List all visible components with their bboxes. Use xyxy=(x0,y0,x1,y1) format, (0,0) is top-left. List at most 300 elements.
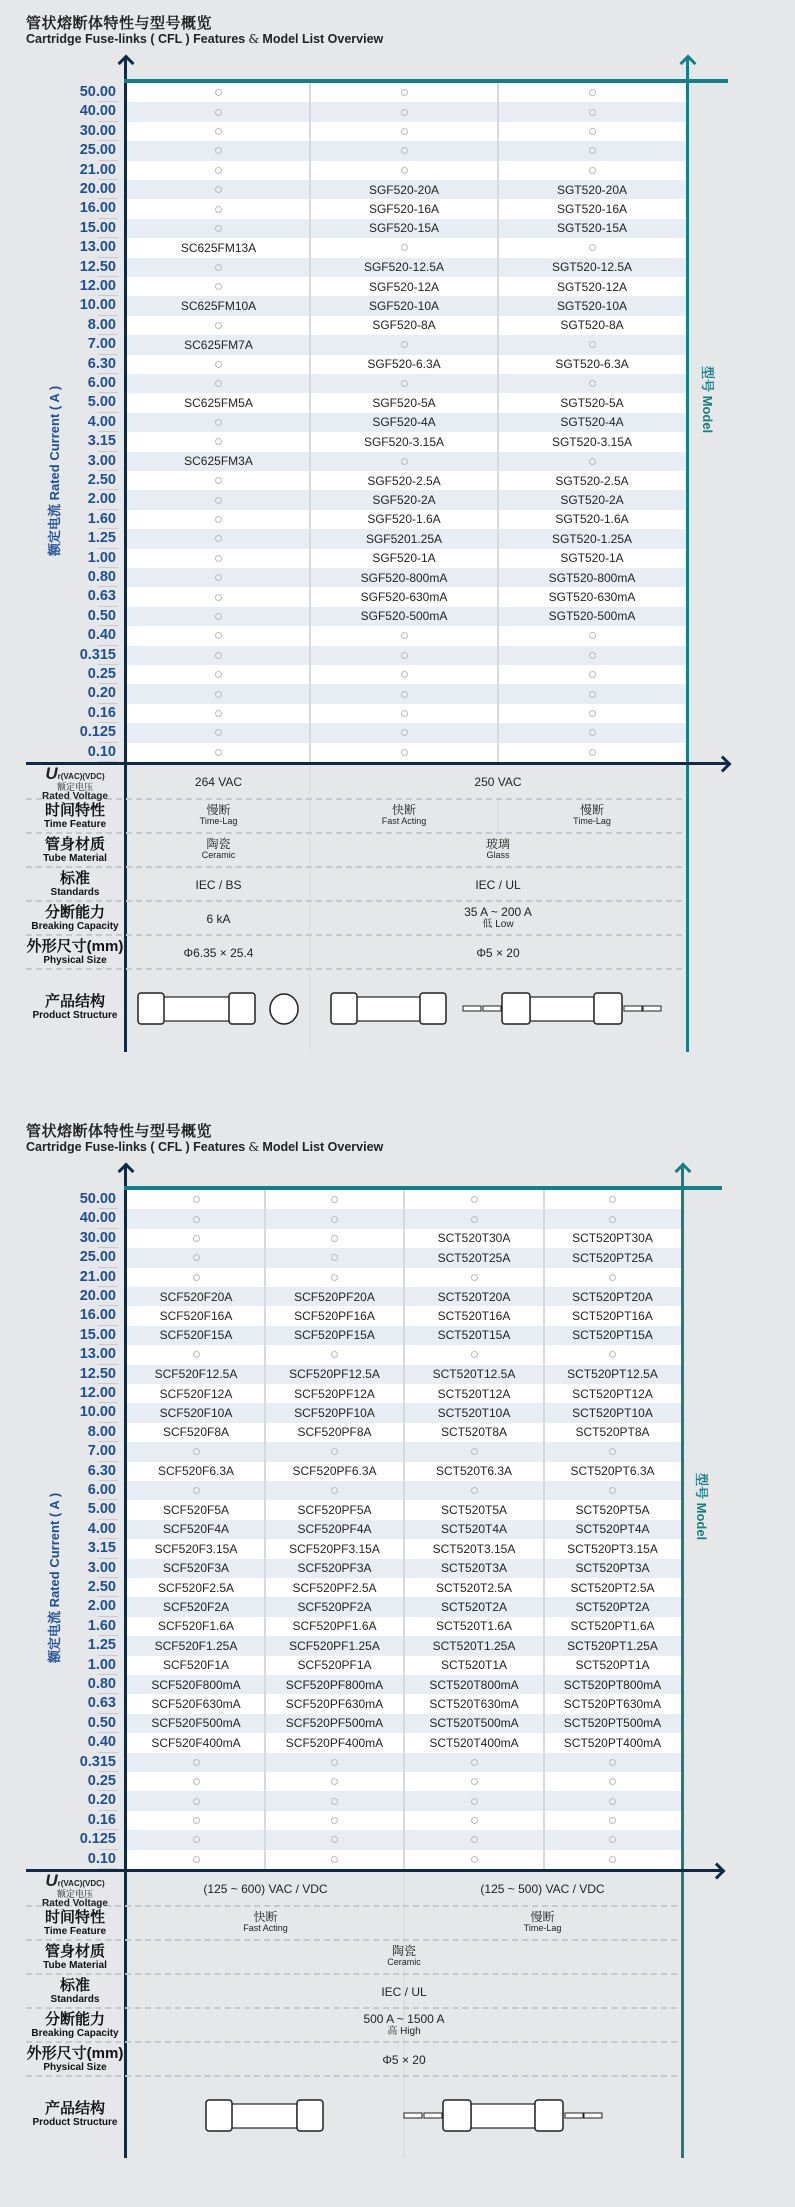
table-row xyxy=(127,374,686,393)
empty-cell-marker xyxy=(265,1345,404,1364)
model-cell[interactable]: SCF520F5A xyxy=(162,1503,230,1518)
model-cell[interactable]: SGT520-6.3A xyxy=(555,357,629,372)
y-tick-label: 3.15 xyxy=(87,433,116,450)
arrow-up-icon xyxy=(117,55,134,72)
model-cell[interactable]: SCF520F800mA xyxy=(151,1677,241,1692)
model-cell[interactable]: SCF520PF2.5A xyxy=(292,1580,377,1595)
empty-cell-marker xyxy=(310,684,498,703)
empty-cell-marker xyxy=(498,704,686,723)
model-cell[interactable]: SCT520T8A xyxy=(440,1425,508,1440)
cartridge-fuse-icon xyxy=(137,992,257,1026)
empty-cell-marker xyxy=(498,626,686,645)
empty-cell-marker xyxy=(127,1830,265,1849)
empty-cell-marker xyxy=(127,83,310,102)
y-tick-label: 0.125 xyxy=(79,1831,116,1848)
feature-label-voltage xyxy=(25,1872,125,1909)
model-cell[interactable]: SCT520PT1.25A xyxy=(567,1638,658,1653)
value-main: 500 A ~ 1500 A xyxy=(363,2012,445,2026)
model-cell[interactable]: SCT520PT400mA xyxy=(563,1735,662,1750)
y-tick-label: 12.50 xyxy=(79,1365,116,1382)
table-row xyxy=(127,219,686,238)
pigtail-fuse-icon xyxy=(403,2099,605,2133)
empty-cell-marker xyxy=(127,316,310,335)
model-cell[interactable]: SGT520-3.15A xyxy=(551,434,633,449)
column-separator xyxy=(497,83,499,762)
model-cell[interactable]: SGT520-12A xyxy=(556,279,628,294)
model-cell[interactable]: SCF520F10A xyxy=(159,1406,233,1421)
table-row xyxy=(127,238,686,257)
y-tick-label: 0.25 xyxy=(87,1773,116,1789)
y-tick-label: 0.80 xyxy=(87,1676,116,1692)
model-cell[interactable]: SCT520T500mA xyxy=(429,1716,519,1731)
empty-cell-marker xyxy=(404,1268,544,1287)
model-cell[interactable]: SGF520-16A xyxy=(368,202,440,217)
table-row xyxy=(127,490,686,509)
empty-cell-marker xyxy=(127,607,310,626)
y-tick-label: 5.00 xyxy=(87,394,116,411)
model-cell[interactable]: SGF520-6.3A xyxy=(367,357,441,372)
arrow-right-icon xyxy=(715,755,732,772)
model-cell[interactable]: SCT520PT30A xyxy=(572,1231,653,1246)
feature-value-time xyxy=(127,1911,404,1934)
section-title-en xyxy=(26,1139,383,1154)
empty-cell-marker xyxy=(310,102,498,121)
model-cell[interactable]: SCT520PT2.5A xyxy=(570,1580,655,1595)
empty-cell-marker xyxy=(127,1481,265,1500)
model-cell[interactable]: SCT520PT1.6A xyxy=(570,1619,655,1634)
y-tick-label: 10.00 xyxy=(79,297,116,314)
model-cell[interactable]: SGT520-5A xyxy=(560,396,624,411)
label-en: Time Feature xyxy=(43,1926,107,1937)
feature-label-structure xyxy=(25,2101,125,2128)
model-cell[interactable]: SCF520F2A xyxy=(162,1600,230,1615)
model-cell[interactable]: SCF520PF20A xyxy=(294,1289,375,1304)
empty-cell-marker xyxy=(310,704,498,723)
y-tick-label: 0.125 xyxy=(79,724,116,741)
empty-cell-marker xyxy=(127,122,310,141)
section-title-cn: 管状熔断体特性与型号概览 xyxy=(26,1123,213,1140)
model-cell[interactable]: SCF520F8A xyxy=(162,1425,230,1440)
voltage-symbol xyxy=(25,1872,125,1890)
model-cell[interactable]: SCT520PT2A xyxy=(575,1600,650,1615)
model-cell[interactable]: SGF520-12.5A xyxy=(363,260,445,275)
model-cell[interactable]: SCF520F2.5A xyxy=(157,1580,235,1595)
empty-cell-marker xyxy=(265,1248,404,1267)
y-tick-label: 10.00 xyxy=(79,1404,116,1421)
table-row xyxy=(127,471,686,490)
column-separator xyxy=(309,83,311,762)
model-cell[interactable]: SGF520-630mA xyxy=(360,590,448,605)
model-axis-line xyxy=(681,1165,684,2158)
label-en: Rated Voltage xyxy=(42,1898,108,1909)
model-cell[interactable]: SCT520PT5A xyxy=(575,1503,650,1518)
model-cell[interactable]: SCF520PF15A xyxy=(294,1328,375,1343)
model-cell[interactable]: SGF520-2A xyxy=(372,493,436,508)
empty-cell-marker xyxy=(127,413,310,432)
y-tick-label: 0.25 xyxy=(87,666,116,682)
model-cell[interactable]: SCT520PT12A xyxy=(572,1386,653,1401)
empty-cell-marker xyxy=(127,432,310,451)
empty-cell-marker xyxy=(544,1791,681,1810)
feature-separator xyxy=(497,800,499,832)
model-cell[interactable]: SC625FM7A xyxy=(184,337,253,352)
model-cell[interactable]: SCT520PT25A xyxy=(572,1250,653,1265)
empty-cell-marker xyxy=(544,1753,681,1772)
y-tick-label: 0.20 xyxy=(87,685,116,702)
model-cell[interactable]: SGF520-5A xyxy=(372,396,436,411)
feature-value-size: Φ6.35 × 25.4 xyxy=(183,946,254,960)
model-cell[interactable]: SC625FM10A xyxy=(180,299,257,314)
model-cell[interactable]: SCF520F15A xyxy=(159,1328,233,1343)
y-tick-label: 16.00 xyxy=(79,1307,116,1324)
y-tick-label: 6.00 xyxy=(87,375,116,391)
y-tick-label: 0.40 xyxy=(87,1734,116,1751)
feature-value-size: Φ5 × 20 xyxy=(476,946,520,960)
model-cell[interactable]: SCT520T20A xyxy=(437,1289,511,1304)
model-cell[interactable]: SGF520-800mA xyxy=(360,570,448,585)
empty-cell-marker xyxy=(498,374,686,393)
empty-cell-marker xyxy=(544,1850,681,1869)
model-cell[interactable]: SCF520PF2A xyxy=(297,1600,372,1615)
model-cell[interactable]: SGT520-4A xyxy=(560,415,624,430)
model-cell[interactable]: SCT520PT630mA xyxy=(563,1697,662,1712)
model-cell[interactable]: SGF520-1A xyxy=(372,551,436,566)
y-tick-label: 12.00 xyxy=(79,278,116,294)
empty-cell-marker xyxy=(310,743,498,762)
empty-cell-marker xyxy=(498,646,686,665)
empty-cell-marker xyxy=(404,1442,544,1461)
pigtail-fuse-icon xyxy=(462,992,664,1026)
model-cell[interactable]: SCF520PF8A xyxy=(297,1425,372,1440)
y-tick-label: 21.00 xyxy=(79,161,116,178)
model-cell[interactable]: SCF520F1.25A xyxy=(154,1638,238,1653)
y-tick-label: 40.00 xyxy=(79,103,116,120)
empty-cell-marker xyxy=(127,684,310,703)
y-tick-label: 12.50 xyxy=(79,258,116,275)
model-cell[interactable]: SGF520-2.5A xyxy=(367,473,441,488)
empty-cell-marker xyxy=(127,549,310,568)
model-cell[interactable]: SCT520PT1A xyxy=(575,1658,650,1673)
model-cell[interactable]: SCT520T400mA xyxy=(429,1735,519,1750)
empty-cell-marker xyxy=(127,704,310,723)
empty-cell-marker xyxy=(310,723,498,742)
empty-cell-marker xyxy=(544,1268,681,1287)
y-tick-label: 0.16 xyxy=(87,704,116,721)
model-cell[interactable]: SCF520F20A xyxy=(159,1289,233,1304)
feature-label-standards xyxy=(25,871,125,898)
model-cell[interactable]: SCT520T12A xyxy=(437,1386,511,1401)
empty-cell-marker xyxy=(265,1850,404,1869)
model-cell[interactable]: SCF520PF630mA xyxy=(285,1697,384,1712)
model-cell[interactable]: SCF520F12.5A xyxy=(154,1367,238,1382)
model-cell[interactable]: SCF520PF3.15A xyxy=(289,1541,380,1556)
model-cell[interactable]: SCT520PT10A xyxy=(572,1406,653,1421)
value-cn: 快断 xyxy=(391,803,416,817)
feature-value-time xyxy=(127,804,310,827)
model-cell[interactable]: SGF520-20A xyxy=(368,182,440,197)
model-cell[interactable]: SCT520T3.15A xyxy=(432,1541,516,1556)
model-cell[interactable]: SCF520F3A xyxy=(162,1561,230,1576)
feature-value-standards: IEC / UL xyxy=(475,878,521,892)
empty-cell-marker xyxy=(498,665,686,684)
title-en-part2: Model List Overview xyxy=(262,1140,384,1154)
empty-cell-marker xyxy=(498,723,686,742)
y-tick-label: 1.00 xyxy=(87,1656,116,1673)
model-cell[interactable]: SCF520F1.6A xyxy=(157,1619,235,1634)
model-cell[interactable]: SCF520F4A xyxy=(162,1522,230,1537)
model-cell[interactable]: SCF520PF5A xyxy=(297,1503,372,1518)
model-cell[interactable]: SGF520-1.6A xyxy=(367,512,441,527)
model-cell[interactable]: SCT520T2.5A xyxy=(435,1580,513,1595)
value-en: Glass xyxy=(486,850,510,861)
empty-cell-marker xyxy=(127,102,310,121)
model-cell[interactable]: SCT520T1.6A xyxy=(435,1619,513,1634)
title-en-part1: Cartridge Fuse-links ( CFL ) Features xyxy=(26,32,246,46)
model-cell[interactable]: SGT520-16A xyxy=(556,202,628,217)
feature-value-voltage: 250 VAC xyxy=(474,775,522,789)
feature-value-time xyxy=(404,1911,681,1934)
model-cell[interactable]: SCF520PF6.3A xyxy=(292,1464,377,1479)
label-cn: 额定电压 xyxy=(56,782,93,792)
table-row xyxy=(127,452,686,471)
y-tick-label: 2.00 xyxy=(87,491,116,508)
model-cell[interactable]: SCF520F3.15A xyxy=(154,1541,238,1556)
model-cell[interactable]: SCT520T30A xyxy=(437,1231,511,1246)
empty-cell-marker xyxy=(498,684,686,703)
model-cell[interactable]: SGT520-630mA xyxy=(548,590,636,605)
empty-cell-marker xyxy=(127,1229,265,1248)
empty-cell-marker xyxy=(127,141,310,160)
model-cell[interactable]: SGF520-15A xyxy=(368,221,440,236)
column-separator xyxy=(403,1190,405,1869)
empty-cell-marker xyxy=(310,374,498,393)
model-cell[interactable]: SCF520F12A xyxy=(159,1386,233,1401)
value-cn: 快断 xyxy=(253,1910,278,1924)
y-tick-label: 25.00 xyxy=(79,1249,116,1266)
empty-cell-marker xyxy=(265,1481,404,1500)
empty-cell-marker xyxy=(544,1209,681,1228)
model-cell[interactable]: SCT520T12.5A xyxy=(432,1367,516,1382)
model-cell[interactable]: SCT520T15A xyxy=(437,1328,511,1343)
model-cell[interactable]: SGT520-15A xyxy=(556,221,628,236)
y-tick-label: 0.80 xyxy=(87,569,116,585)
model-cell[interactable]: SCT520T10A xyxy=(437,1406,511,1421)
model-cell[interactable]: SCT520T1.25A xyxy=(432,1638,516,1653)
table-row xyxy=(127,684,686,703)
model-cell[interactable]: SCF520F500mA xyxy=(151,1716,241,1731)
empty-cell-marker xyxy=(498,238,686,257)
model-cell[interactable]: SCF520PF12.5A xyxy=(289,1367,380,1382)
table-row xyxy=(127,355,686,374)
table-row xyxy=(127,277,686,296)
empty-cell-marker xyxy=(498,452,686,471)
title-en-part2: Model List Overview xyxy=(262,32,384,46)
empty-cell-marker xyxy=(127,587,310,606)
model-cell[interactable]: SC625FM5A xyxy=(184,396,253,411)
model-cell[interactable]: SGT520-8A xyxy=(560,318,624,333)
model-cell[interactable]: SCT520PT4A xyxy=(575,1522,650,1537)
model-cell[interactable]: SCT520PT15A xyxy=(572,1328,653,1343)
empty-cell-marker xyxy=(310,646,498,665)
empty-cell-marker xyxy=(127,277,310,296)
model-cell[interactable]: SGT520-1A xyxy=(560,551,624,566)
model-cell[interactable]: SCT520PT800mA xyxy=(563,1677,662,1692)
model-cell[interactable]: SGF520-4A xyxy=(372,415,436,430)
y-tick-label: 0.10 xyxy=(87,1850,116,1867)
model-cell[interactable]: SCT520T6.3A xyxy=(435,1464,513,1479)
model-cell[interactable]: SGF520-8A xyxy=(372,318,436,333)
table-row xyxy=(127,607,686,626)
model-cell[interactable]: SCT520T4A xyxy=(440,1522,508,1537)
empty-cell-marker xyxy=(404,1850,544,1869)
table-row xyxy=(127,296,686,315)
model-cell[interactable]: SCF520F16A xyxy=(159,1309,233,1324)
value-sub: 高 High xyxy=(387,2026,421,2038)
y-tick-label: 15.00 xyxy=(79,219,116,236)
empty-cell-marker xyxy=(127,374,310,393)
empty-cell-marker xyxy=(127,199,310,218)
table-row xyxy=(127,102,686,121)
y-tick-label: 13.00 xyxy=(79,1346,116,1363)
y-tick-label: 2.50 xyxy=(87,472,116,488)
model-cell[interactable]: SGT520-2A xyxy=(560,493,624,508)
model-cell[interactable]: SC625FM13A xyxy=(180,240,257,255)
model-cell[interactable]: SCF520PF800mA xyxy=(285,1677,384,1692)
model-cell[interactable]: SGF5201.25A xyxy=(365,531,443,546)
model-cell[interactable]: SGF520-3.15A xyxy=(363,434,445,449)
empty-cell-marker xyxy=(404,1481,544,1500)
right-axis-title: 型号 Model xyxy=(700,366,715,434)
table-row xyxy=(127,743,686,762)
model-cell[interactable]: SCT520PT20A xyxy=(572,1289,653,1304)
model-cell[interactable]: SC625FM3A xyxy=(184,454,253,469)
label-cn: 标准 xyxy=(59,1977,90,1994)
empty-cell-marker xyxy=(127,1772,265,1791)
value-cn: 慢断 xyxy=(579,803,604,817)
model-cell[interactable]: SCT520PT8A xyxy=(575,1425,650,1440)
model-cell[interactable]: SGT520-20A xyxy=(556,182,628,197)
y-tick-label: 0.315 xyxy=(79,646,116,663)
model-cell[interactable]: SCF520PF3A xyxy=(297,1561,372,1576)
model-cell[interactable]: SCF520PF10A xyxy=(294,1406,375,1421)
model-cell[interactable]: SCT520PT500mA xyxy=(563,1716,662,1731)
empty-cell-marker xyxy=(310,626,498,645)
model-cell[interactable]: SCT520T800mA xyxy=(429,1677,519,1692)
empty-cell-marker xyxy=(127,219,310,238)
model-cell[interactable]: SCT520T2A xyxy=(440,1600,508,1615)
feature-value-material xyxy=(127,1945,681,1968)
empty-cell-marker xyxy=(127,1442,265,1461)
empty-cell-marker xyxy=(498,83,686,102)
model-cell[interactable]: SGF520-12A xyxy=(368,279,440,294)
feature-label-breaking xyxy=(25,2012,125,2039)
table-row xyxy=(127,723,686,742)
model-cell[interactable]: SCF520PF400mA xyxy=(285,1735,384,1750)
model-cell[interactable]: SGT520-12.5A xyxy=(551,260,633,275)
model-cell[interactable]: SGT520-10A xyxy=(556,299,628,314)
y-tick-label: 0.63 xyxy=(87,588,116,605)
y-tick-label: 2.00 xyxy=(87,1598,116,1615)
label-cn: 分断能力 xyxy=(44,2011,105,2028)
y-tick-label: 50.00 xyxy=(79,1191,116,1207)
label-cn: 时间特性 xyxy=(44,1909,105,1926)
empty-cell-marker xyxy=(127,1345,265,1364)
y-axis-title: 额定电流 Rated Current ( A ) xyxy=(47,386,62,557)
model-cell[interactable]: SGT520-2.5A xyxy=(555,473,629,488)
y-tick-label: 0.50 xyxy=(87,1714,116,1731)
label-en: Product Structure xyxy=(32,1010,118,1021)
model-cell[interactable]: SGT520-1.6A xyxy=(555,512,629,527)
table-row xyxy=(127,665,686,684)
model-cell[interactable]: SCF520PF1.25A xyxy=(289,1638,380,1653)
empty-cell-marker xyxy=(127,1268,265,1287)
top-axis-line xyxy=(124,79,728,83)
model-cell[interactable]: SCT520T630mA xyxy=(429,1697,519,1712)
y-tick-label: 3.00 xyxy=(87,452,116,469)
empty-cell-marker xyxy=(310,238,498,257)
value-main: 35 A ~ 200 A xyxy=(464,905,532,919)
label-cn: 额定电压 xyxy=(56,1889,93,1899)
fuse-end-view-icon xyxy=(268,992,300,1026)
label-cn: 外形尺寸(mm) xyxy=(26,2045,124,2062)
table-row xyxy=(127,413,686,432)
arrow-right-icon xyxy=(709,1862,726,1879)
model-cell[interactable]: SCT520T3A xyxy=(440,1561,508,1576)
model-cell[interactable]: SCT520PT6.3A xyxy=(570,1464,655,1479)
model-cell[interactable]: SCF520PF1A xyxy=(297,1658,372,1673)
y-tick-label: 30.00 xyxy=(79,1229,116,1246)
model-cell[interactable]: SCF520PF16A xyxy=(294,1309,375,1324)
model-cell[interactable]: SCT520PT3A xyxy=(575,1561,650,1576)
label-en: Breaking Capacity xyxy=(31,2028,119,2039)
empty-cell-marker xyxy=(127,471,310,490)
empty-cell-marker xyxy=(404,1345,544,1364)
model-cell[interactable]: SCT520T16A xyxy=(437,1309,511,1324)
model-cell[interactable]: SCT520PT12.5A xyxy=(567,1367,658,1382)
model-cell[interactable]: SCT520T5A xyxy=(440,1503,508,1518)
y-tick-label: 3.00 xyxy=(87,1559,116,1576)
empty-cell-marker xyxy=(127,1753,265,1772)
model-cell[interactable]: SCF520PF4A xyxy=(297,1522,372,1537)
label-en: Tube Material xyxy=(43,1960,107,1971)
model-cell[interactable]: SCT520T25A xyxy=(437,1250,511,1265)
value-cn: 玻璃 xyxy=(485,837,510,851)
model-cell[interactable]: SGT520-800mA xyxy=(548,570,636,585)
model-cell[interactable]: SGT520-1.25A xyxy=(551,531,633,546)
model-cell[interactable]: SCF520PF12A xyxy=(294,1386,375,1401)
model-cell[interactable]: SCF520F6.3A xyxy=(157,1464,235,1479)
title-en-ampersand: & xyxy=(248,1139,260,1154)
empty-cell-marker xyxy=(544,1345,681,1364)
u-symbol: U xyxy=(45,1871,58,1890)
model-cell[interactable]: SCF520F1A xyxy=(162,1658,230,1673)
model-cell[interactable]: SCF520F400mA xyxy=(151,1735,241,1750)
model-cell[interactable]: SGF520-10A xyxy=(368,299,440,314)
model-cell[interactable]: SCF520PF1.6A xyxy=(292,1619,377,1634)
model-cell[interactable]: SCF520PF500mA xyxy=(285,1716,384,1731)
model-cell[interactable]: SGF520-500mA xyxy=(360,609,448,624)
feature-value-time xyxy=(310,804,498,827)
empty-cell-marker xyxy=(265,1190,404,1209)
model-cell[interactable]: SGT520-500mA xyxy=(548,609,636,624)
model-cell[interactable]: SCF520F630mA xyxy=(151,1697,241,1712)
label-cn: 管身材质 xyxy=(44,836,105,853)
table-row xyxy=(127,335,686,354)
model-cell[interactable]: SCT520PT16A xyxy=(572,1309,653,1324)
model-cell[interactable]: SCT520PT3.15A xyxy=(567,1541,658,1556)
model-cell[interactable]: SCT520T1A xyxy=(440,1658,508,1673)
feature-value-standards: IEC / BS xyxy=(195,878,242,892)
